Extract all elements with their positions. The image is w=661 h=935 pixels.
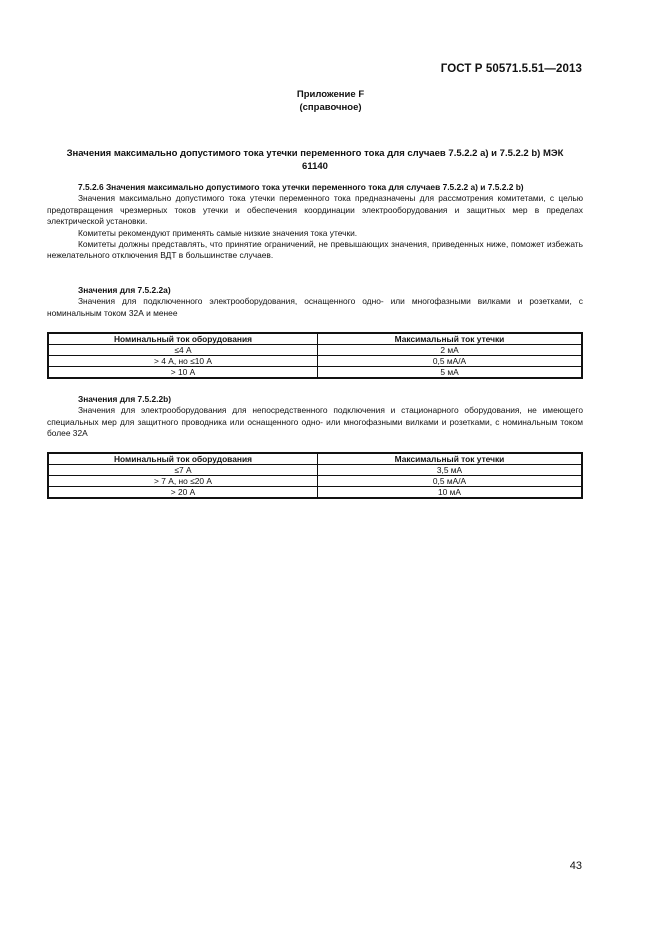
leakage-table-b [47, 452, 583, 499]
table-row [48, 345, 582, 356]
clause-paragraph: Комитеты должны представлять, что принятие ограничений, не превышающих значения, приведенных ниже, поможет избежать нежелательного отключения ВДТ в большинстве случаев. [47, 239, 583, 261]
leakage-current-cell: 10 мА [318, 487, 583, 499]
clause-heading: 7.5.2.6 Значения максимально допустимого тока утечки переменного тока для случаев 7.5.2.2 а) и 7.5.2.2 b) [78, 182, 524, 192]
annex-label: Приложение F [296, 89, 365, 100]
column-header: Максимальный ток утечки [318, 453, 583, 465]
section-b [47, 394, 583, 440]
table-row [48, 367, 582, 379]
rated-current-cell: > 20 А [48, 487, 318, 499]
leakage-current-cell: 5 мА [318, 367, 583, 379]
section-a [47, 285, 583, 319]
table-row [48, 356, 582, 367]
table-row [48, 476, 582, 487]
section-b-description: Значения для электрооборудования для непосредственного подключения и стационарного оборудования, не имеющего специальных мер для защитного проводника или оснащенного одно- или многофазными вилками и розетками, с номинальным током более 32А [47, 405, 583, 439]
column-header: Максимальный ток утечки [318, 333, 583, 345]
table-row [48, 465, 582, 476]
table-header-row [48, 333, 582, 345]
clause-paragraph: Значения максимально допустимого тока утечки переменного тока предназначены для рассмотрения комитетами, с целью предотвращения чрезмерных токов утечки и обеспечения координации электрооборудования и защитных мер в пределах электрической установки. [47, 193, 583, 227]
rated-current-cell: > 4 А, но ≤10 А [48, 356, 318, 367]
table-header-row [48, 453, 582, 465]
rated-current-cell: ≤7 А [48, 465, 318, 476]
annex-title: Значения максимально допустимого тока утечки переменного тока для случаев 7.5.2.2 а) и 7.5.2.2 b) МЭК 61140 [66, 148, 564, 172]
rated-current-cell: > 7 А, но ≤20 А [48, 476, 318, 487]
section-a-description: Значения для подключенного электрооборудования, оснащенного одно- или многофазными вилками и розетками, с номинальным током 32А и менее [47, 296, 583, 318]
leakage-current-cell: 3,5 мА [318, 465, 583, 476]
annex-label-block [0, 88, 661, 114]
section-a-heading: Значения для 7.5.2.2а) [78, 285, 171, 295]
rated-current-cell: ≤4 А [48, 345, 318, 356]
section-b-heading: Значения для 7.5.2.2b) [78, 394, 172, 404]
clause-paragraph: Комитеты рекомендуют применять самые низкие значения тока утечки. [78, 227, 358, 238]
standard-code: ГОСТ Р 50571.5.51—2013 [440, 63, 582, 75]
leakage-current-cell: 2 мА [318, 345, 583, 356]
table-row [48, 487, 582, 499]
page-number: 43 [569, 860, 582, 872]
leakage-table-a [47, 332, 583, 379]
clause-block [47, 182, 583, 262]
leakage-current-cell: 0,5 мА/А [318, 356, 583, 367]
column-header: Номинальный ток оборудования [48, 453, 318, 465]
annex-type: (справочное) [299, 102, 362, 113]
column-header: Номинальный ток оборудования [48, 333, 318, 345]
rated-current-cell: > 10 А [48, 367, 318, 379]
leakage-current-cell: 0,5 мА/А [318, 476, 583, 487]
